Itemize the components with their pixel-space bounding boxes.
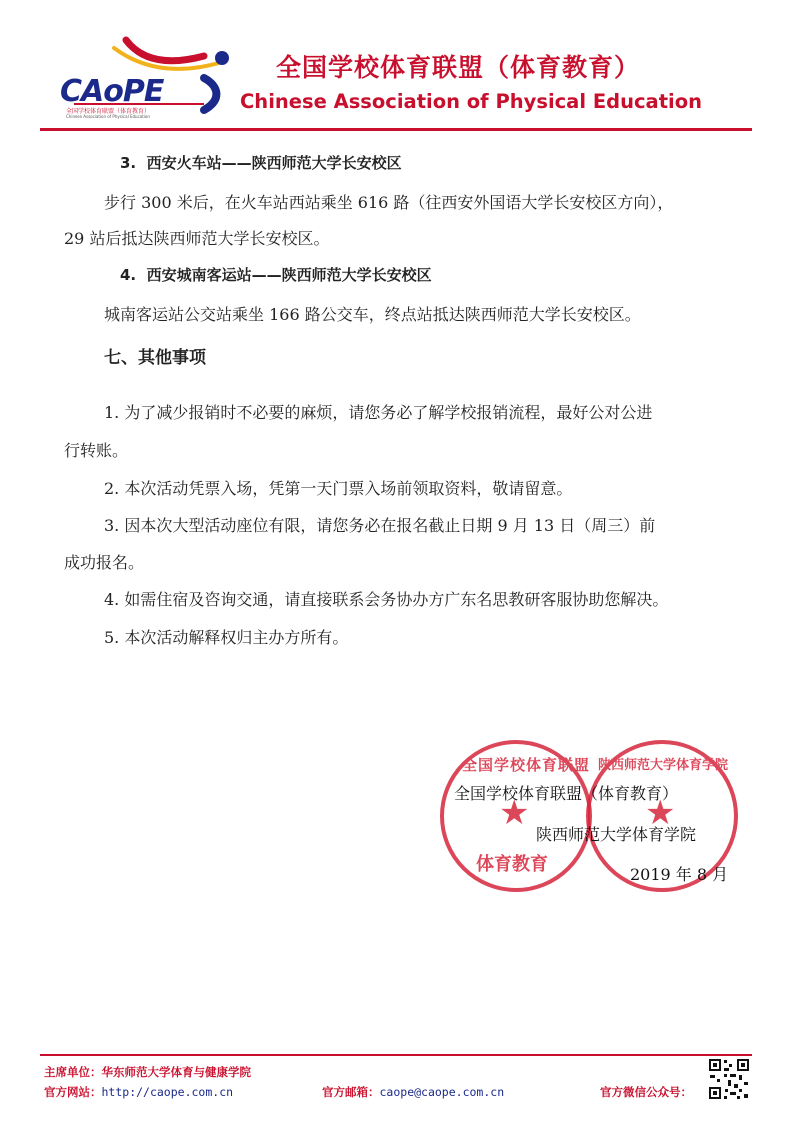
header-divider bbox=[40, 128, 752, 131]
left-seal bbox=[440, 740, 592, 892]
org-name-cn: 全国学校体育联盟（体育教育） bbox=[276, 53, 641, 82]
qr-code-icon bbox=[708, 1058, 750, 1100]
item4: 4. 如需住宿及咨询交通，请直接联系会务协办方广东名思教研客服协助您解决。 bbox=[104, 590, 669, 609]
footer-site-link[interactable]: http://caope.com.cn bbox=[101, 1085, 234, 1099]
route3-line2: 29 站后抵达陕西师范大学长安校区。 bbox=[64, 229, 330, 248]
footer-host-value: 华东师范大学体育与健康学院 bbox=[101, 1065, 251, 1079]
route3-line1: 步行 300 米后，在火车站西站乘坐 616 路（往西安外国语大学长安校区方向）， bbox=[104, 193, 674, 212]
signature-org2: 陕西师范大学体育学院 bbox=[536, 825, 697, 844]
footer-divider bbox=[40, 1054, 752, 1056]
caope-logo bbox=[54, 34, 234, 120]
footer-host-label: 主席单位： bbox=[44, 1065, 102, 1079]
signature-date: 2019 年 8 月 bbox=[630, 865, 729, 884]
footer-email-link[interactable]: caope@caope.com.cn bbox=[379, 1085, 505, 1099]
letterhead bbox=[40, 30, 756, 130]
item1-line1: 1. 为了减少报销时不必要的麻烦，请您务必了解学校报销流程，最好公对公进 bbox=[104, 403, 653, 422]
section7-title: 七、其他事项 bbox=[104, 348, 206, 368]
item5: 5. 本次活动解释权归主办方所有。 bbox=[104, 628, 349, 647]
route3-title: 3. 西安火车站——陕西师范大学长安校区 bbox=[120, 154, 402, 172]
footer-wechat bbox=[600, 1084, 692, 1100]
item2: 2. 本次活动凭票入场，凭第一天门票入场前领取资料，敬请留意。 bbox=[104, 479, 573, 498]
footer-site-label: 官方网站： bbox=[44, 1085, 102, 1099]
item3-line1: 3. 因本次大型活动座位有限，请您务必在报名截止日期 9 月 13 日（周三）前 bbox=[104, 516, 656, 535]
left-seal-top-text: 全国学校体育联盟 bbox=[462, 756, 591, 774]
left-seal-star-icon: ★ bbox=[499, 793, 530, 833]
footer-site bbox=[44, 1084, 233, 1100]
left-seal-bottom-text: 体育教育 bbox=[476, 854, 548, 875]
footer-host bbox=[44, 1064, 251, 1080]
item3-line2: 成功报名。 bbox=[64, 553, 145, 572]
route4-line1: 城南客运站公交站乘坐 166 路公交车，终点站抵达陕西师范大学长安校区。 bbox=[104, 305, 641, 324]
signature-org1: 全国学校体育联盟（体育教育） bbox=[454, 784, 679, 803]
footer-email bbox=[322, 1084, 504, 1100]
footer-email-label: 官方邮箱： bbox=[322, 1085, 380, 1099]
org-name-en: Chinese Association of Physical Education bbox=[240, 90, 702, 113]
right-seal-top-text: 陕西师范大学体育学院 bbox=[598, 758, 729, 773]
logo-subtitle: 全国学校体育联盟（体育教育） bbox=[66, 108, 151, 115]
route4-title: 4. 西安城南客运站——陕西师范大学长安校区 bbox=[120, 266, 432, 284]
footer-wechat-label: 官方微信公众号： bbox=[600, 1085, 692, 1099]
logo-wordmark: CAoPE bbox=[60, 74, 164, 109]
item1-line2: 行转账。 bbox=[64, 441, 129, 460]
right-seal-star-icon: ★ bbox=[645, 793, 676, 833]
logo-subtitle-en: Chinese Association of Physical Education bbox=[66, 114, 150, 119]
